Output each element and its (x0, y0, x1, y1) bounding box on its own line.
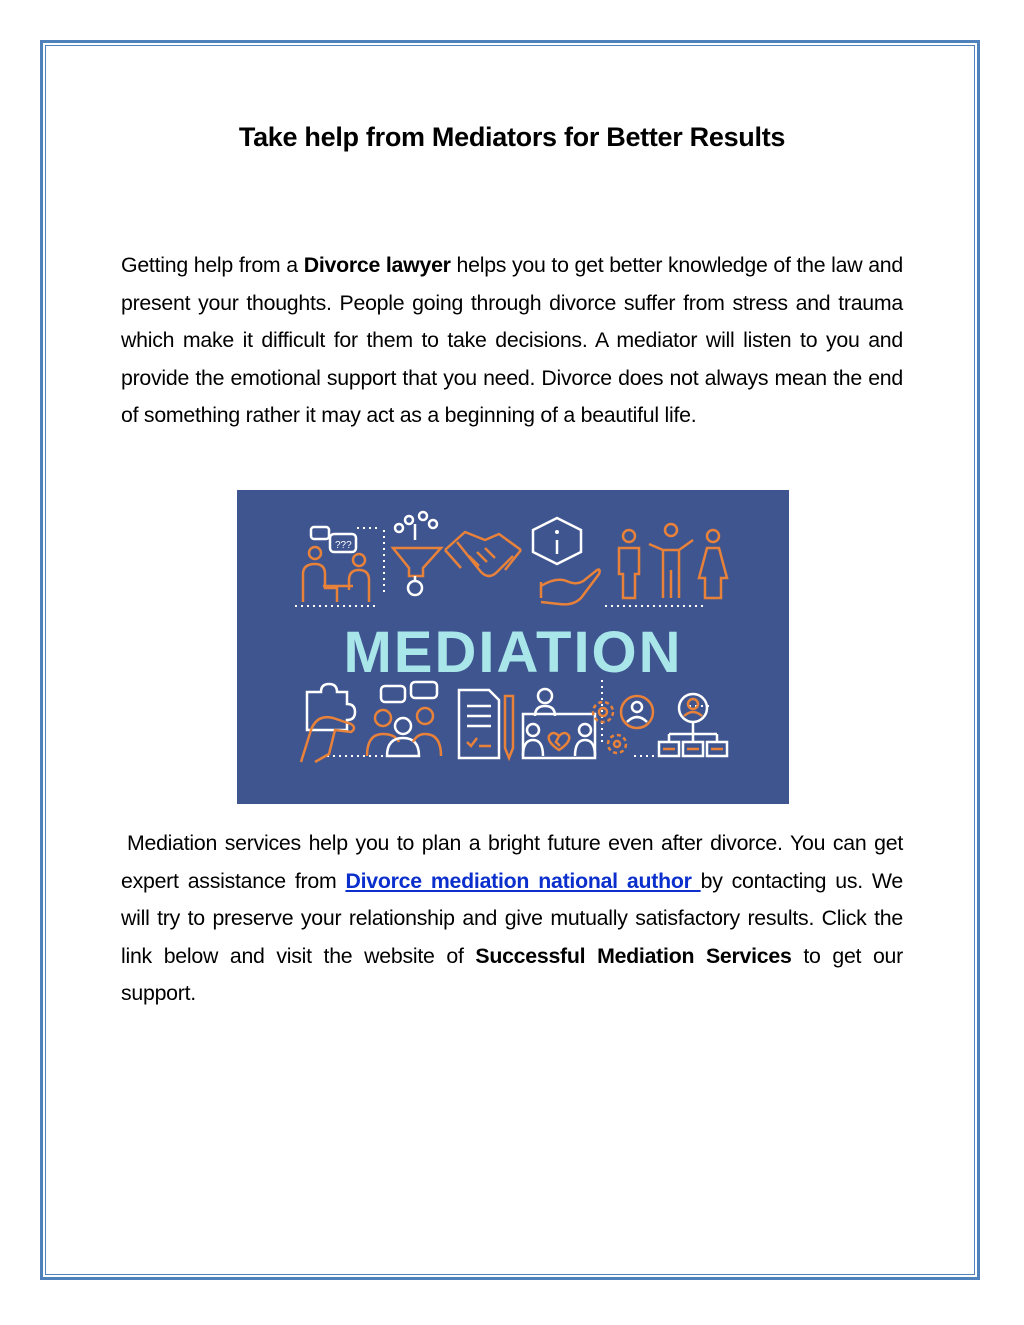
meeting-icon (303, 527, 369, 602)
services-text-middle: by contacting us. We will try to preserve your relationship and give mutually satisfactory results. Click the link below and visit the website of (121, 868, 903, 968)
funnel-icon (393, 512, 441, 595)
successful-mediation-bold: Successful Mediation Services (475, 943, 792, 968)
page-title: Take help from Mediators for Better Results (238, 122, 786, 152)
document-icon (459, 690, 513, 758)
org-chart-icon (659, 694, 727, 756)
handshake-icon (445, 532, 521, 576)
services-text-end: to get our support. (121, 943, 903, 1006)
people-icon (619, 524, 727, 598)
puzzle-hand-icon (301, 684, 355, 762)
intro-text-end: helps you to get better knowledge of the law and present your thoughts. People going through divorce suffer from stress and trauma which make it difficult for them to take decisions. A mediator will listen to you and provide the emotional support that you need. Divorce does not always mean the end of something rather it may act as a beginning of a beautiful life. (121, 253, 903, 428)
family-icon (523, 689, 595, 758)
mediation-banner-image (237, 490, 789, 804)
divorce-mediation-link[interactable]: Divorce mediation national author (345, 868, 701, 893)
discussion-icon (367, 682, 441, 756)
intro-text-start: Getting help from a (121, 253, 304, 277)
services-paragraph (121, 825, 903, 1013)
services-text-start: Mediation services help you to plan a bright future even after divorce. You can get expert assistance from (121, 831, 903, 893)
info-hand-icon (533, 518, 600, 604)
divorce-lawyer-bold: Divorce lawyer (303, 253, 451, 277)
mediation-word: MEDIATION (343, 620, 683, 685)
intro-paragraph (121, 247, 903, 435)
question-bubble-text: ??? (335, 540, 352, 551)
